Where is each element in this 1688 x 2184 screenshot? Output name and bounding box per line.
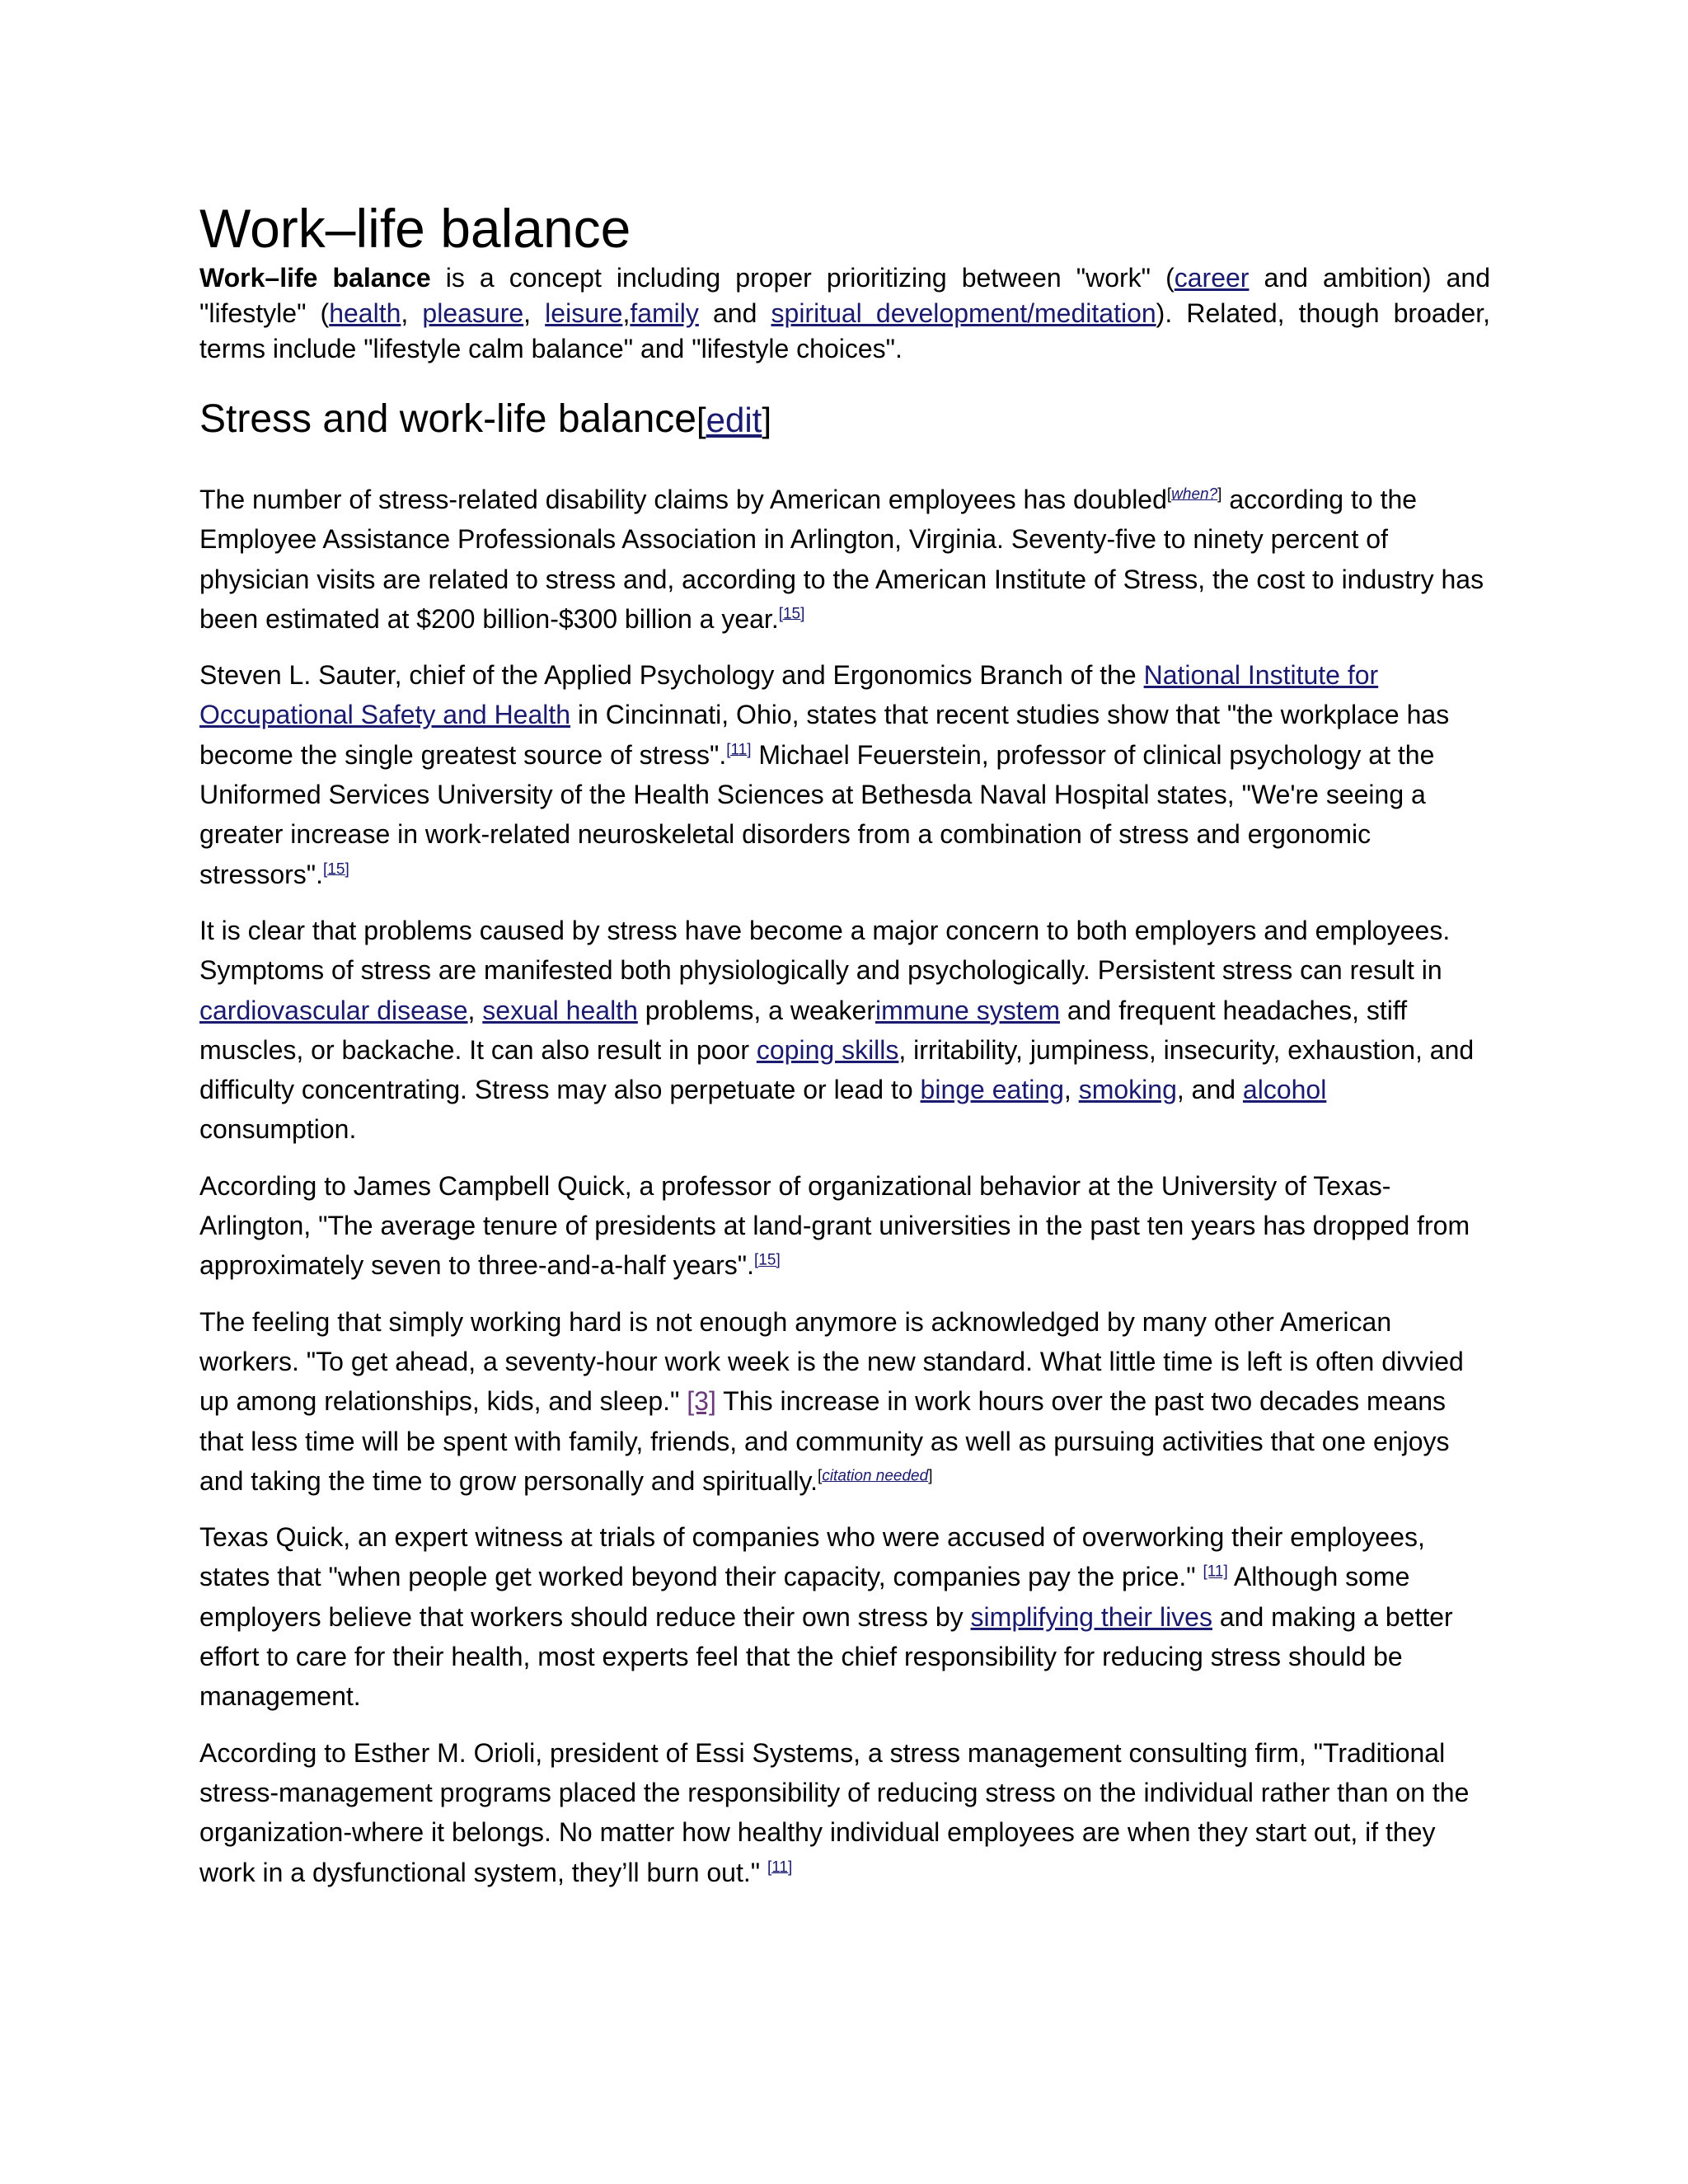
when-link[interactable]: when? [1171,485,1218,504]
citation-needed-tag: [citation needed] [818,1467,933,1485]
link-niosh[interactable]: National Institute for Occupational Safety and Health [199,660,1379,730]
citation-15-link[interactable]: [15] [323,860,349,879]
link-health[interactable]: health [329,298,401,328]
link-simplifying-their-lives[interactable]: simplifying their lives [970,1601,1212,1632]
citation-11-link[interactable]: [11] [767,1858,793,1876]
citation-ref [754,1252,781,1269]
paragraph-sauter: Steven L. Sauter, chief of the Applied Psychology and Ergonomics Branch of the National Institute for Occupational Safety and Health in Cincinnati, Ohio, states that recent studies show that "the workplace has become the single greatest source of stress".[11] Michael Feuerstein, professor of clinical psychology at the Uniformed Services University of the Health Sciences at Bethesda Naval Hospital states, "We're seeing a greater increase in work-related neuroskeletal disorders from a combination of stress and ergonomic stressors".[15] [199,660,1450,889]
link-binge-eating[interactable]: binge eating [920,1075,1064,1105]
article [199,196,1490,1892]
citation-ref [1203,1563,1228,1581]
paragraph-orioli: According to Esther M. Orioli, president of Essi Systems, a stress management consulting firm, "Traditional stress-management programs placed the responsibility of reducing stress on the individual rather than on the organization-where it belongs. No matter how healthy individual employees are when they start out, if they work in a dysfunctional system, they’ll burn out." [11] [199,1737,1470,1887]
paragraph-quick: According to James Campbell Quick, a professor of organizational behavior at the University of Texas-Arlington, "The average tenure of presidents at land-grant universities in the past ten years has dropped from approximately seven to three-and-a-half years".[15] [199,1170,1470,1281]
link-spiritual-development[interactable]: spiritual development/meditation [771,298,1156,328]
citation-15-link[interactable]: [15] [754,1251,781,1269]
link-coping-skills[interactable]: coping skills [756,1034,899,1065]
link-smoking[interactable]: smoking [1078,1075,1177,1105]
link-alcohol[interactable]: alcohol [1242,1075,1327,1105]
citation-ref [779,605,805,622]
section-heading: Stress and work-life balance[edit] [199,397,772,441]
paragraph-texas-quick: Texas Quick, an expert witness at trials of companies who were accused of overworking their employees, states that "when people get worked beyond their capacity, companies pay the price." [11] Although some employers believe that workers should reduce their own stress by simplifying their lives and making a better effort to care for their health, most experts feel that the chief responsibility for reducing stress should be management. [199,1522,1453,1712]
link-leisure[interactable]: leisure [545,298,623,328]
page-title: Work–life balance [199,198,631,259]
link-pleasure[interactable]: pleasure [422,298,524,328]
link-sexual-health[interactable]: sexual health [482,995,638,1025]
paragraph-working-hard: The feeling that simply working hard is not enough anymore is acknowledged by many other American workers. "To get ahead, a seventy-hour work week is the new standard. What little time is left is often divvied up among relationships, kids, and sleep." [3] This increase in work hours over the past two decades means that less time will be spent with family, friends, and community as well as pursuing activities that one enjoys and taking the time to grow personally and spiritually.[citation needed] [199,1306,1464,1496]
citation-ref [323,860,349,878]
citation-needed-link[interactable]: citation needed [822,1467,929,1485]
citation-11-link[interactable]: [11] [726,741,752,759]
citation-ref [726,741,751,758]
link-career[interactable]: career [1174,263,1250,293]
paragraph-stress-claims: The number of stress-related disability claims by American employees has doubled[when?] according to the Employee Assistance Professionals Association in Arlington, Virginia. Seventy-five to ninety percent of physician visits are related to stress and, according to the American Institute of Stress, the cost to industry has been estimated at $200 billion-$300 billion a year.[15] [199,485,1484,634]
citation-11-link[interactable]: [11] [1203,1563,1228,1581]
citation-ref [767,1858,792,1876]
when-tag: [when?] [1166,485,1222,504]
link-cardiovascular-disease[interactable]: cardiovascular disease [199,995,468,1025]
citation-3-link[interactable]: [3] [687,1386,716,1417]
edit-section: [edit] [696,401,772,439]
paragraph-symptoms: It is clear that problems caused by stress have become a major concern to both employers and employees. Symptoms of stress are manifested both physiologically and psychologically. Persistent stress can result in cardiovascular disease, sexual health problems, a weakerimmune system and frequent headaches, stiff muscles, or backache. It can also result in poor coping skills, irritability, jumpiness, insecurity, exhaustion, and difficulty concentrating. Stress may also perpetuate or lead to binge eating, smoking, and alcohol consumption. [199,915,1475,1145]
intro-bold-term: Work–life balance [199,263,431,293]
link-immune-system[interactable]: immune system [874,995,1061,1025]
citation-15-link[interactable]: [15] [778,605,805,623]
intro-paragraph: Work–life balance is a concept including proper prioritizing between "work" (career and ambition) and "lifestyle" (health, pleasure, leisure,family and spiritual development/meditation). Related, though broader, terms include "lifestyle calm balance" and "lifestyle choices". [199,263,1491,363]
edit-link[interactable]: edit [706,401,762,439]
link-family[interactable]: family [630,298,699,328]
